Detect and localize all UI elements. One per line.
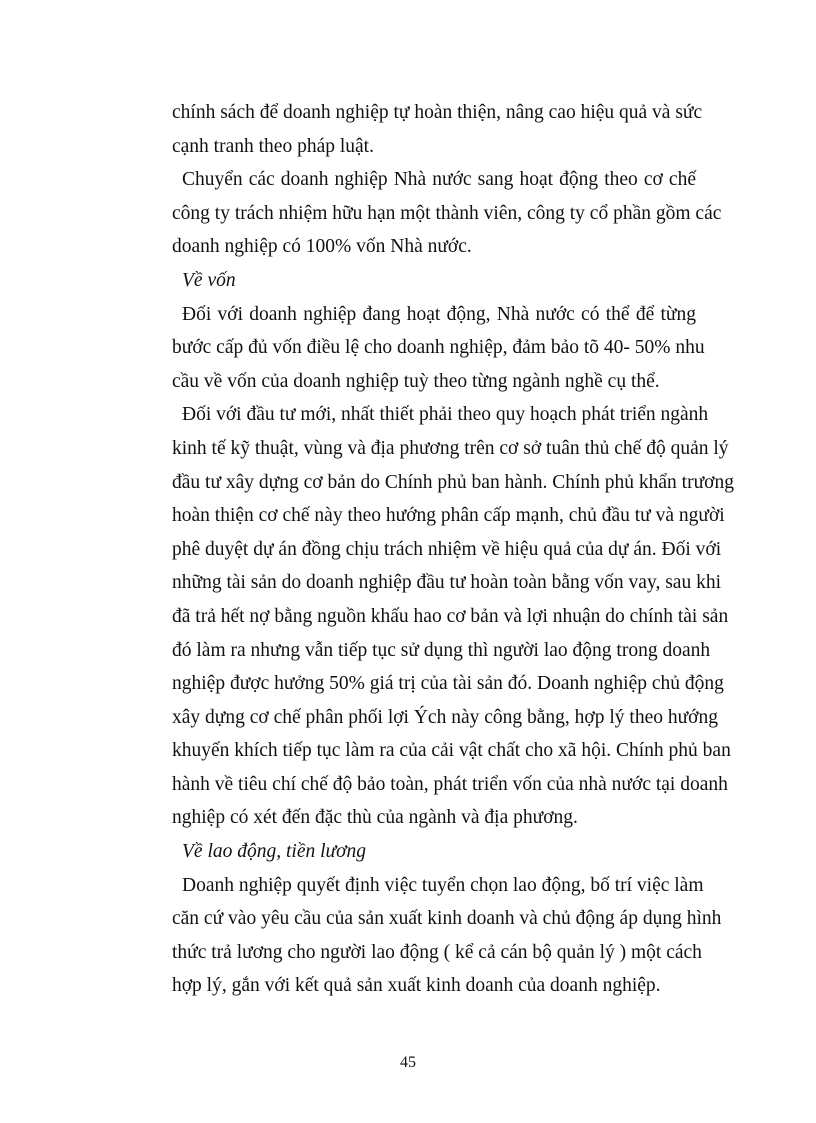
text-line: hành về tiêu chí chế độ bảo toàn, phát triển vốn của nhà nước tại doanh <box>172 773 728 795</box>
paragraph-4 <box>172 398 734 835</box>
text-line: nghiệp được hưởng 50% giá trị của tài sản đó. Doanh nghiệp chủ động <box>172 673 724 695</box>
text-line: căn cứ vào yêu cầu của sản xuất kinh doanh và chủ động áp dụng hình <box>172 908 722 930</box>
text-line: Đối với doanh nghiệp đang hoạt động, Nhà nước có thể để từng <box>182 303 696 325</box>
text-line: cầu về vốn của doanh nghiệp tuỳ theo từng ngành nghề cụ thể. <box>172 370 660 392</box>
page-body <box>172 96 734 1003</box>
section-heading-lao-dong: Về lao động, tiền lương <box>182 841 367 863</box>
text-line: doanh nghiệp có 100% vốn Nhà nước. <box>172 236 472 258</box>
paragraph-1 <box>172 96 703 163</box>
text-line: thức trả lương cho người lao động ( kể cả cán bộ quản lý ) một cách <box>172 941 702 963</box>
text-line: kinh tế kỹ thuật, vùng và địa phương trên cơ sở tuân thủ chế độ quản lý <box>172 437 729 459</box>
text-line: nghiệp có xét đến đặc thù của ngành và địa phương. <box>172 807 578 829</box>
text-line: bước cấp đủ vốn điều lệ cho doanh nghiệp, đảm bảo tõ 40- 50% nhu <box>172 337 705 359</box>
text-line: đó làm ra nhưng vẫn tiếp tục sử dụng thì người lao động trong doanh <box>172 639 711 661</box>
text-line: công ty trách nhiệm hữu hạn một thành viên, công ty cổ phần gồm các <box>172 202 722 224</box>
text-line: hoàn thiện cơ chế này theo hướng phân cấp mạnh, chủ đầu tư và người <box>172 505 725 527</box>
page-number: 45 <box>400 1054 416 1071</box>
text-line: chính sách để doanh nghiệp tự hoàn thiện, nâng cao hiệu quả và sức <box>172 102 703 123</box>
text-line: Chuyển các doanh nghiệp Nhà nước sang hoạt động theo cơ chế <box>182 169 696 191</box>
text-line: khuyến khích tiếp tục làm ra của cải vật chất cho xã hội. Chính phủ ban <box>172 740 731 762</box>
text-line: phê duyệt dự án đồng chịu trách nhiệm về hiệu quả của dự án. Đối với <box>172 538 722 560</box>
text-line: những tài sản do doanh nghiệp đầu tư hoàn toàn bằng vốn vay, sau khi <box>172 572 721 594</box>
paragraph-2 <box>172 163 722 264</box>
text-line: cạnh tranh theo pháp luật. <box>172 135 374 157</box>
text-line: xây dựng cơ chế phân phối lợi Ých này công bằng, hợp lý theo hướng <box>172 706 718 728</box>
text-line: đầu tư xây dựng cơ bản do Chính phủ ban hành. Chính phủ khẩn trương <box>172 471 734 493</box>
paragraph-5 <box>172 869 722 1003</box>
text-line: Doanh nghiệp quyết định việc tuyển chọn lao động, bố trí việc làm <box>182 874 704 896</box>
text-line: Đối với đầu tư mới, nhất thiết phải theo quy hoạch phát triển ngành <box>182 404 709 426</box>
text-line: hợp lý, gắn với kết quả sản xuất kinh doanh của doanh nghiệp. <box>172 975 661 997</box>
text-line: đã trả hết nợ bằng nguồn khấu hao cơ bản và lợi nhuận do chính tài sản <box>172 605 729 627</box>
paragraph-3 <box>172 298 705 399</box>
section-heading-von: Về vốn <box>182 269 236 291</box>
